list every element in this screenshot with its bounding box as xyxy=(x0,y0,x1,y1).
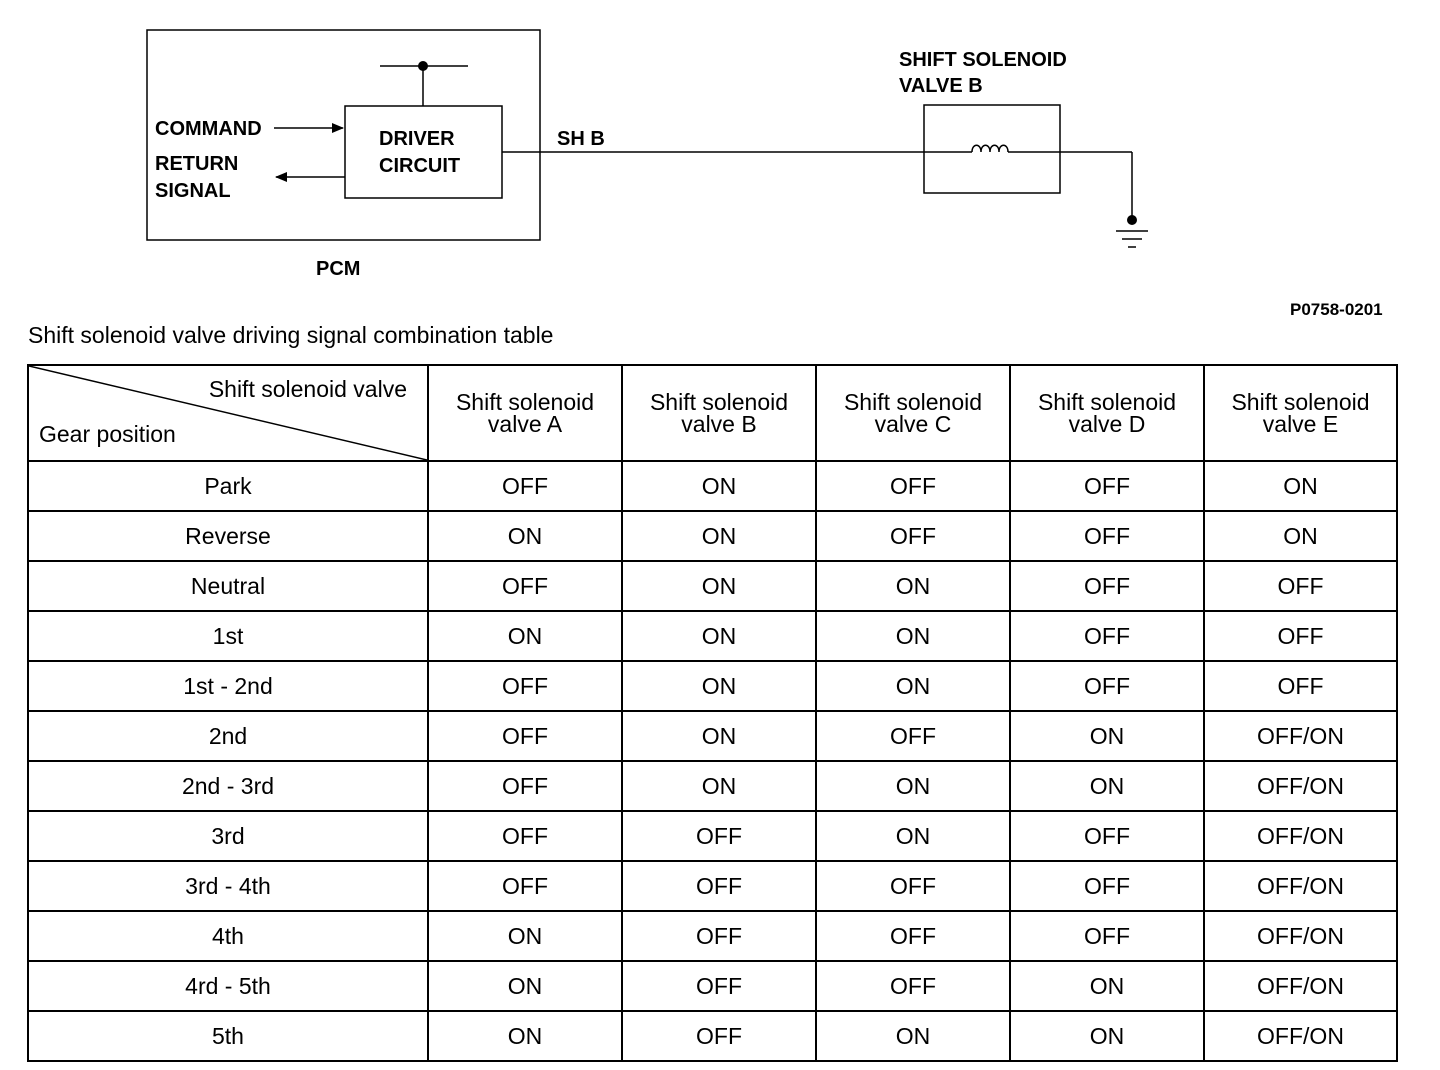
gear-cell: 3rd xyxy=(28,811,428,861)
value-cell: OFF xyxy=(622,811,816,861)
value-cell: ON xyxy=(428,1011,622,1061)
solenoid-coil-icon xyxy=(972,145,1008,152)
value-cell: ON xyxy=(428,611,622,661)
value-cell: ON xyxy=(428,911,622,961)
value-cell: ON xyxy=(1010,761,1204,811)
value-cell: OFF xyxy=(1204,561,1397,611)
table-row xyxy=(28,561,1397,611)
value-cell: OFF xyxy=(428,761,622,811)
value-cell: OFF xyxy=(1010,861,1204,911)
value-cell: OFF xyxy=(816,461,1010,511)
column-header-valve-e: Shift solenoid valve E xyxy=(1204,365,1397,461)
solenoid-box xyxy=(924,105,1060,193)
value-cell: OFF xyxy=(816,911,1010,961)
value-cell: OFF/ON xyxy=(1204,711,1397,761)
solenoid-label-line2: VALVE B xyxy=(899,75,983,97)
wiring-diagram xyxy=(0,0,1440,300)
value-cell: ON xyxy=(816,1011,1010,1061)
value-cell: OFF xyxy=(428,561,622,611)
gear-cell: 3rd - 4th xyxy=(28,861,428,911)
table-row xyxy=(28,961,1397,1011)
value-cell: OFF xyxy=(622,961,816,1011)
value-cell: ON xyxy=(1204,511,1397,561)
command-label: COMMAND xyxy=(155,118,262,140)
table-row xyxy=(28,661,1397,711)
value-cell: OFF xyxy=(622,1011,816,1061)
value-cell: OFF xyxy=(622,911,816,961)
value-cell: ON xyxy=(622,761,816,811)
value-cell: ON xyxy=(816,661,1010,711)
value-cell: OFF/ON xyxy=(1204,861,1397,911)
value-cell: ON xyxy=(1010,961,1204,1011)
value-cell: OFF xyxy=(1204,611,1397,661)
gear-cell: 4th xyxy=(28,911,428,961)
gear-cell: 1st - 2nd xyxy=(28,661,428,711)
header-row xyxy=(28,365,1397,461)
value-cell: ON xyxy=(622,561,816,611)
corner-header xyxy=(28,365,428,461)
gear-cell: 1st xyxy=(28,611,428,661)
junction-dot xyxy=(418,61,428,71)
combination-table xyxy=(27,364,1398,1062)
value-cell: OFF/ON xyxy=(1204,911,1397,961)
value-cell: ON xyxy=(622,611,816,661)
value-cell: OFF xyxy=(1010,511,1204,561)
column-header-valve-c: Shift solenoid valve C xyxy=(816,365,1010,461)
value-cell: OFF/ON xyxy=(1204,961,1397,1011)
value-cell: OFF xyxy=(1010,911,1204,961)
return-signal-label-line2: SIGNAL xyxy=(155,180,231,202)
value-cell: OFF xyxy=(816,511,1010,561)
table-title: Shift solenoid valve driving signal combination table xyxy=(28,322,554,348)
gear-cell: 2nd xyxy=(28,711,428,761)
gear-cell: Park xyxy=(28,461,428,511)
ground-dot xyxy=(1127,215,1137,225)
value-cell: ON xyxy=(1204,461,1397,511)
column-header-valve-b: Shift solenoid valve B xyxy=(622,365,816,461)
value-cell: OFF xyxy=(428,661,622,711)
table-row xyxy=(28,1011,1397,1061)
table-row xyxy=(28,861,1397,911)
gear-cell: Reverse xyxy=(28,511,428,561)
value-cell: ON xyxy=(622,511,816,561)
value-cell: ON xyxy=(428,511,622,561)
value-cell: ON xyxy=(428,961,622,1011)
value-cell: ON xyxy=(816,561,1010,611)
value-cell: OFF xyxy=(428,461,622,511)
gear-cell: Neutral xyxy=(28,561,428,611)
value-cell: OFF xyxy=(1010,561,1204,611)
value-cell: OFF/ON xyxy=(1204,1011,1397,1061)
value-cell: OFF xyxy=(1010,611,1204,661)
return-signal-label-line1: RETURN xyxy=(155,153,239,175)
value-cell: OFF xyxy=(816,861,1010,911)
figure-code: P0758-0201 xyxy=(1290,300,1383,319)
value-cell: ON xyxy=(816,611,1010,661)
driver-circuit-box xyxy=(345,106,502,198)
value-cell: OFF xyxy=(1010,661,1204,711)
gear-cell: 2nd - 3rd xyxy=(28,761,428,811)
table-body xyxy=(28,461,1397,1061)
value-cell: OFF xyxy=(1010,811,1204,861)
value-cell: ON xyxy=(622,461,816,511)
value-cell: OFF xyxy=(428,861,622,911)
value-cell: OFF xyxy=(816,961,1010,1011)
table-row xyxy=(28,811,1397,861)
gear-cell: 5th xyxy=(28,1011,428,1061)
value-cell: ON xyxy=(1010,1011,1204,1061)
value-cell: ON xyxy=(1010,711,1204,761)
column-header-valve-a: Shift solenoid valve A xyxy=(428,365,622,461)
value-cell: OFF/ON xyxy=(1204,811,1397,861)
sh-b-label: SH B xyxy=(557,128,605,150)
value-cell: OFF/ON xyxy=(1204,761,1397,811)
table-row xyxy=(28,611,1397,661)
value-cell: OFF xyxy=(428,811,622,861)
value-cell: OFF xyxy=(622,861,816,911)
column-header-valve-d: Shift solenoid valve D xyxy=(1010,365,1204,461)
value-cell: OFF xyxy=(1010,461,1204,511)
solenoid-label-line1: SHIFT SOLENOID xyxy=(899,49,1067,71)
driver-circuit-label-line2: CIRCUIT xyxy=(379,155,461,177)
value-cell: OFF xyxy=(1204,661,1397,711)
value-cell: OFF xyxy=(428,711,622,761)
table-row xyxy=(28,761,1397,811)
value-cell: ON xyxy=(622,711,816,761)
gear-cell: 4rd - 5th xyxy=(28,961,428,1011)
table-row xyxy=(28,911,1397,961)
ground-icon xyxy=(1116,231,1148,247)
value-cell: ON xyxy=(816,761,1010,811)
table-row xyxy=(28,711,1397,761)
value-cell: OFF xyxy=(816,711,1010,761)
table-row xyxy=(28,511,1397,561)
corner-top-label: Shift solenoid valve xyxy=(208,376,407,402)
pcm-label: PCM xyxy=(316,258,361,280)
corner-bottom-label: Gear position xyxy=(39,421,176,447)
table-row xyxy=(28,461,1397,511)
value-cell: ON xyxy=(816,811,1010,861)
driver-circuit-label-line1: DRIVER xyxy=(379,128,455,150)
value-cell: ON xyxy=(622,661,816,711)
